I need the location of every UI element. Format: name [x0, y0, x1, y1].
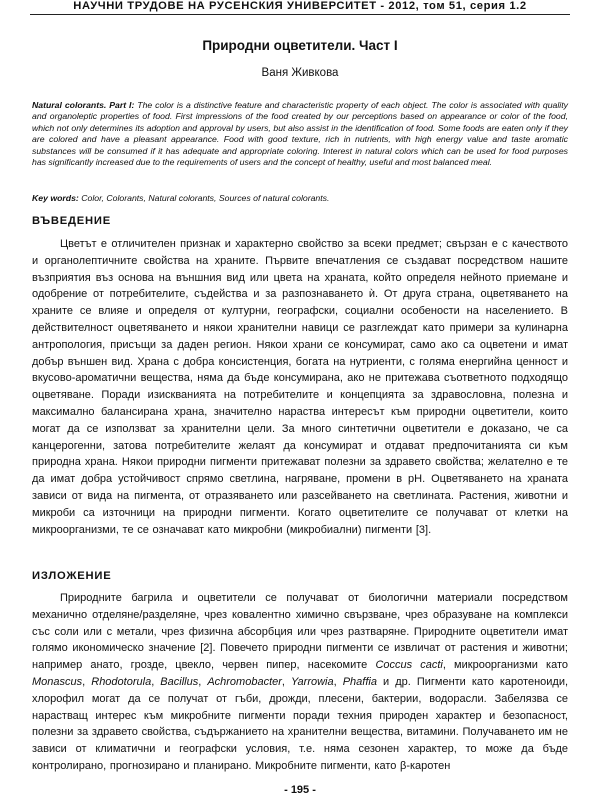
article-author: Ваня Живкова [261, 67, 339, 79]
abstract-text: The color is a distinctive feature and characteristic property of each object. The color is associated with quality and organoleptic properties of food. First impressions of the food created by our perceptions based on appearance or color of the food, which not only determines its adoption and approval by users, but also assist in the identification of food. Some foods are eaten only if they are colored and have a pleasant appearance. Food with good texture, rich in nutrients, with high energy value and taste aromatic substances will be consumed if it has adequate and appropriate coloring. Interest in natural colors which can be used for food purposes has significantly increased due to the requirements of users and the concept of healthy, useful and most balanced meal. [32, 100, 568, 168]
exposition-paragraph: Природните багрила и оцветители се получават от биологични материали посредством механично отделяне/разделяне, чрез ковалентно химично свързване, чрез образуване на комплекси със соли или с метали, чрез физична абсорбция или чрез разтваряне. Природните оцветители имат голямо икономическо значение [2]. Повечето природни пигменти се извличат от растения и животни; например анато, грозде, цвекло, червен пипер, насекомите Coccus cacti, микроорганизми като Monascus, Rhodotorula, Bacillus, Achromobacter, Yarrowia, Phaffia и др. Пигменти като каротеноиди, хлорофил могат да се получат от гъби, дрожди, плесени, бактерии, водорасли. Забелязва се нарастващ интерес към микробните пигменти поради техния природен характер и безопасност, полезни за здравето свойства, съдържанието на хранителни вещества, витамини. Получаването им не зависи от климатични и географски условия, т.е. няма сезонен характер, то може да бъде контролирано, прогнозирано и планирано. Микробните пигменти, като β-каротен [32, 592, 569, 772]
header-rule [30, 14, 570, 15]
species-coccus: Coccus cacti [375, 659, 443, 672]
genus-rhodotorula: Rhodotorula [91, 675, 152, 688]
genus-bacillus: Bacillus [160, 675, 199, 688]
abstract [32, 100, 568, 168]
exposition-text-2: , микроорганизми като [442, 659, 569, 672]
genus-achromobacter: Achromobacter [207, 675, 282, 688]
running-header [0, 0, 600, 18]
keywords [32, 193, 568, 204]
keywords-text: Color, Colorants, Natural colorants, Sources of natural colorants. [78, 193, 330, 203]
keywords-lead: Key words: [32, 193, 79, 203]
exposition-text-1: Природните багрила и оцветители се получават от биологични материали посредством механично отделяне/разделяне, чрез ковалентно химично свързване, чрез образуване на комплекси със соли или с метали, чрез физична абсорбция или чрез разтваряне. Природните оцветители имат голямо икономическо значение [2]. Повечето природни пигменти се извличат от растения и животни; например анато, грозде, цвекло, червен пипер, насекомите [32, 592, 568, 672]
article-title: Природни оцветители. Част I [202, 38, 398, 53]
genus-monascus: Monascus [32, 675, 83, 688]
exposition-heading: ИЗЛОЖЕНИЕ [32, 570, 112, 582]
abstract-lead: Natural colorants. Part I: [32, 100, 135, 110]
genus-phaffia: Phaffia [342, 675, 377, 688]
running-title: НАУЧНИ ТРУДОВЕ НА РУСЕНСКИЯ УНИВЕРСИТЕТ - 2012, том 51, серия 1.2 [73, 0, 527, 12]
genus-yarrowia: Yarrowia [291, 675, 334, 688]
introduction-paragraph: Цветът е отличителен признак и характерно свойство за всеки предмет; свързан е с качеството и органолептичните свойства на храните. Първите впечатления се създават посредством нашите възприятия въз основа на външния вид или цвета на храната, който определя нейното приемане и одобрение от потребителите, съдейства и за разпознаването ѝ. От друга страна, оцветяването на храните се влияе и определя от културни, географски, социални особености на населението. В действителност оцветяването и някои хранителни навици се разглеждат като примери за кулинарна антропология, присъщи за даден регион. Някои храни се консумират, само ако са оцветени и имат добър външен вид. Храна с добра консистенция, богата на нутриенти, с голяма енергийна ценност и вкусово-ароматични вещества, няма да бъде консумирана, ако не притежава съответното подходящо оцветяване. Поради изискванията на потребителите и концепцията за здравословна, полезна и максимално балансирана храна, значително нараства интересът към природни оцветители, които могат да се използват за хранителни цели. За много синтетични оцветители е доказано, че са канцерогенни, затова потребителите желаят да консумират и отдават предпочитанията си към природна храна. Някои природни пигменти притежават полезни за здравето свойства; желателно е те да имат добра устойчивост спрямо светлина, нагряване, промени в pH. Оцветяването на храната зависи от вида на пигмента, от отразяването или разсейването на светлината. Растения, животни и микроби са източници на природни пигменти. Когато оцветителите се получават от клетки на микроорганизми, те се означават като микробни (микробиални) пигменти [3]. [32, 238, 568, 536]
page-number: - 195 - [284, 784, 316, 796]
introduction-heading: ВЪВЕДЕНИЕ [32, 215, 112, 227]
exposition-text-3: и др. Пигменти като каротеноиди, хлорофил могат да се получат от гъби, дрожди, плесени, бактерии, водорасли. Забелязва се нарастващ интерес към микробните пигменти поради техния природен характер и безопасност, полезни за здравето свойства, съдържанието на хранителни вещества, витамини. Получаването им не зависи от климатични и географски условия, т.е. няма сезонен характер, то може да бъде контролирано, прогнозирано и планирано. Микробните пигменти, като β-каротен [32, 675, 569, 772]
